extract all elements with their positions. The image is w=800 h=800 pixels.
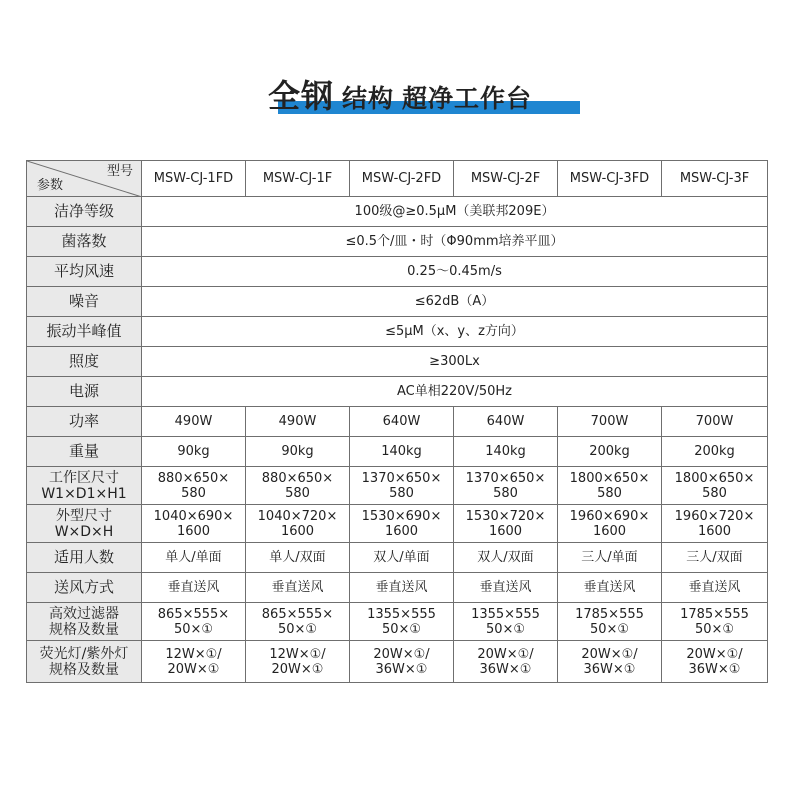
value-line: 1600 — [384, 523, 419, 539]
value-cell — [350, 407, 454, 437]
value-cell — [142, 437, 246, 467]
value-line: 1530×720× — [465, 508, 546, 524]
value-line: 700W — [590, 414, 629, 429]
model-spec-row — [27, 573, 768, 603]
shared-value-cell: ≤5μM（x、y、z方向） — [142, 317, 768, 347]
value-cell — [558, 573, 662, 603]
value-line: 12W×①/ — [269, 646, 326, 662]
value-line: 单人/单面 — [165, 550, 222, 565]
value-cell — [558, 505, 662, 543]
value-cell — [246, 573, 350, 603]
value-cell — [246, 437, 350, 467]
value-cell — [558, 467, 662, 505]
value-line: 880×650× — [261, 470, 334, 486]
value-cell — [558, 543, 662, 573]
value-line: 单人/双面 — [269, 550, 326, 565]
row-label — [27, 505, 142, 543]
value-line: 1800×650× — [569, 470, 650, 486]
shared-value-cell: 100级@≥0.5μM（美联邦209E） — [142, 197, 768, 227]
row-label-line: 高效过滤器 — [49, 605, 119, 622]
value-line: 1785×555 — [575, 606, 644, 622]
value-cell — [662, 573, 768, 603]
shared-value-cell: AC单相220V/50Hz — [142, 377, 768, 407]
value-line: 1600 — [592, 523, 627, 539]
value-line: 20W×①/ — [373, 646, 430, 662]
model-header-label: 型号 — [106, 164, 133, 179]
value-line: 垂直送风 — [167, 580, 220, 595]
title-part-1: 全钢 — [267, 77, 334, 115]
row-label: 照度 — [27, 347, 142, 377]
value-cell — [142, 407, 246, 437]
value-line: 20W×①/ — [686, 646, 743, 662]
value-cell — [246, 407, 350, 437]
model-spec-row — [27, 407, 768, 437]
row-label-line: 规格及数量 — [49, 661, 119, 678]
model-spec-row — [27, 603, 768, 641]
model-header-cell: MSW-CJ-3FD — [558, 161, 662, 197]
value-line: 580 — [493, 485, 518, 501]
row-label: 菌落数 — [27, 227, 142, 257]
value-line: 垂直送风 — [375, 580, 428, 595]
shared-value-cell: ≤0.5个/皿・时（Φ90mm培养平皿） — [142, 227, 768, 257]
shared-spec-row — [27, 257, 768, 287]
model-spec-row — [27, 641, 768, 683]
value-line: 双人/单面 — [373, 550, 430, 565]
value-line: 双人/双面 — [477, 550, 534, 565]
shared-value-cell: ≥300Lx — [142, 347, 768, 377]
value-cell — [246, 603, 350, 641]
value-line: 1785×555 — [680, 606, 749, 622]
model-spec-row — [27, 505, 768, 543]
shared-spec-row — [27, 347, 768, 377]
value-cell — [246, 641, 350, 683]
value-line: 580 — [285, 485, 310, 501]
value-line: 垂直送风 — [271, 580, 324, 595]
model-spec-row — [27, 437, 768, 467]
row-label-line: 功率 — [68, 412, 99, 430]
value-cell — [662, 603, 768, 641]
value-cell — [142, 573, 246, 603]
value-line: 1800×650× — [674, 470, 755, 486]
value-line: 垂直送风 — [479, 580, 532, 595]
model-spec-row — [27, 467, 768, 505]
row-label — [27, 437, 142, 467]
value-cell — [558, 603, 662, 641]
row-label-line: 送风方式 — [53, 578, 114, 596]
shared-value-cell: ≤62dB（A） — [142, 287, 768, 317]
value-cell — [454, 505, 558, 543]
value-line: 1600 — [176, 523, 211, 539]
value-line: 50×① — [381, 621, 422, 637]
value-line: 36W×① — [688, 661, 741, 677]
model-header-cell: MSW-CJ-1F — [246, 161, 350, 197]
value-line: 1960×690× — [569, 508, 650, 524]
row-label — [27, 641, 142, 683]
value-cell — [662, 641, 768, 683]
value-line: 90kg — [177, 444, 210, 459]
value-cell — [558, 437, 662, 467]
value-line: 1040×690× — [153, 508, 234, 524]
value-line: 20W×①/ — [477, 646, 534, 662]
value-line: 1040×720× — [257, 508, 338, 524]
spec-table — [26, 160, 768, 683]
value-line: 140kg — [485, 444, 526, 459]
value-cell — [350, 573, 454, 603]
shared-spec-row — [27, 287, 768, 317]
value-line: 20W×① — [167, 661, 220, 677]
param-header-label: 参数 — [37, 178, 64, 193]
value-line: 12W×①/ — [165, 646, 222, 662]
value-line: 1960×720× — [674, 508, 755, 524]
header-row — [27, 161, 768, 197]
value-line: 490W — [174, 414, 213, 429]
value-line: 490W — [278, 414, 317, 429]
value-line: 1370×650× — [465, 470, 546, 486]
value-line: 1355×555 — [471, 606, 540, 622]
row-label-line: W1×D1×H1 — [41, 485, 127, 502]
value-line: 垂直送风 — [583, 580, 636, 595]
value-line: 20W×①/ — [581, 646, 638, 662]
shared-spec-row — [27, 377, 768, 407]
value-line: 880×650× — [157, 470, 230, 486]
row-label-line: 工作区尺寸 — [49, 469, 119, 486]
value-cell — [350, 641, 454, 683]
row-label-line: 荧光灯/紫外灯 — [39, 645, 129, 662]
value-line: 36W×① — [375, 661, 428, 677]
value-cell — [662, 407, 768, 437]
title-part-2: 结构 — [341, 84, 394, 113]
value-line: 700W — [695, 414, 734, 429]
value-line: 580 — [389, 485, 414, 501]
spec-table-body — [27, 161, 768, 683]
value-cell — [558, 407, 662, 437]
value-cell — [662, 505, 768, 543]
row-label-line: W×D×H — [54, 523, 114, 540]
value-line: 50×① — [589, 621, 630, 637]
row-label-line: 外型尺寸 — [56, 507, 112, 524]
row-label-line: 适用人数 — [53, 548, 114, 566]
shared-spec-row — [27, 227, 768, 257]
value-line: 50×① — [694, 621, 735, 637]
title-part-3: 超净工作台 — [402, 84, 533, 113]
shared-spec-row — [27, 317, 768, 347]
value-line: 580 — [597, 485, 622, 501]
row-label: 振动半峰值 — [27, 317, 142, 347]
value-line: 垂直送风 — [688, 580, 741, 595]
value-cell — [350, 543, 454, 573]
value-line: 90kg — [281, 444, 314, 459]
value-line: 三人/单面 — [581, 550, 638, 565]
value-line: 580 — [702, 485, 727, 501]
value-line: 20W×① — [271, 661, 324, 677]
page-title — [268, 78, 532, 120]
value-line: 640W — [382, 414, 421, 429]
row-label: 电源 — [27, 377, 142, 407]
value-cell — [454, 543, 558, 573]
value-cell — [350, 603, 454, 641]
value-cell — [142, 543, 246, 573]
value-cell — [454, 603, 558, 641]
row-label — [27, 603, 142, 641]
value-line: 50×① — [485, 621, 526, 637]
row-label: 洁净等级 — [27, 197, 142, 227]
value-cell — [246, 505, 350, 543]
value-line: 50×① — [173, 621, 214, 637]
value-line: 1355×555 — [367, 606, 436, 622]
value-line: 1600 — [697, 523, 732, 539]
value-line: 580 — [181, 485, 206, 501]
value-cell — [142, 505, 246, 543]
value-line: 1600 — [488, 523, 523, 539]
value-cell — [142, 603, 246, 641]
value-cell — [454, 641, 558, 683]
value-cell — [662, 543, 768, 573]
value-cell — [246, 543, 350, 573]
value-line: 36W×① — [479, 661, 532, 677]
value-cell — [558, 641, 662, 683]
model-header-cell: MSW-CJ-1FD — [142, 161, 246, 197]
value-cell — [142, 467, 246, 505]
row-label: 平均风速 — [27, 257, 142, 287]
value-line: 640W — [486, 414, 525, 429]
value-cell — [454, 407, 558, 437]
value-cell — [246, 467, 350, 505]
value-line: 865×555× — [261, 606, 334, 622]
shared-value-cell: 0.25～0.45m/s — [142, 257, 768, 287]
row-label — [27, 407, 142, 437]
value-line: 200kg — [589, 444, 630, 459]
row-label-line: 规格及数量 — [49, 621, 119, 638]
value-cell — [350, 437, 454, 467]
value-line: 1530×690× — [361, 508, 442, 524]
value-line: 1600 — [280, 523, 315, 539]
row-label-line: 重量 — [68, 442, 99, 460]
value-line: 50×① — [277, 621, 318, 637]
value-cell — [350, 467, 454, 505]
row-label — [27, 467, 142, 505]
row-label — [27, 543, 142, 573]
value-cell — [454, 573, 558, 603]
model-header-cell: MSW-CJ-2FD — [350, 161, 454, 197]
value-line: 36W×① — [583, 661, 636, 677]
value-line: 140kg — [381, 444, 422, 459]
value-cell — [662, 467, 768, 505]
value-cell — [142, 641, 246, 683]
value-line: 200kg — [694, 444, 735, 459]
row-label: 噪音 — [27, 287, 142, 317]
value-cell — [454, 437, 558, 467]
value-cell — [454, 467, 558, 505]
value-line: 三人/双面 — [686, 550, 743, 565]
value-cell — [662, 437, 768, 467]
value-line: 1370×650× — [361, 470, 442, 486]
model-spec-row — [27, 543, 768, 573]
model-header-cell: MSW-CJ-3F — [662, 161, 768, 197]
value-cell — [350, 505, 454, 543]
row-label — [27, 573, 142, 603]
title-area — [0, 78, 800, 120]
corner-cell — [27, 161, 142, 197]
model-header-cell: MSW-CJ-2F — [454, 161, 558, 197]
value-line: 865×555× — [157, 606, 230, 622]
shared-spec-row — [27, 197, 768, 227]
